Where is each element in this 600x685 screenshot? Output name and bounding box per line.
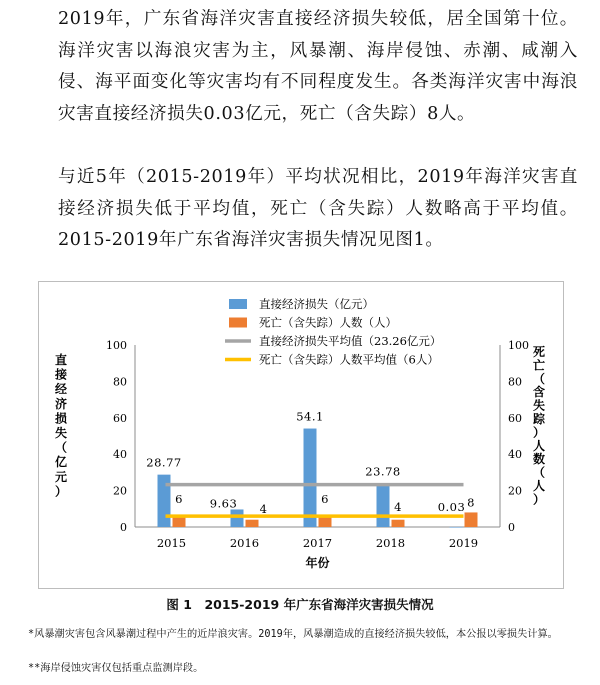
legend-swatch [229, 299, 247, 309]
figure-caption: 图 1 2015-2019 年广东省海洋灾害损失情况 [166, 597, 434, 612]
bar-direct-loss [377, 484, 390, 527]
y-axis-title-right-char: 失 [532, 398, 546, 413]
paragraph-loss-summary: 2019年，广东省海洋灾害直接经济损失较低，居全国第十位。海洋灾害以海浪灾害为主，风暴潮、海岸侵蚀、赤潮、咸潮入侵、海平面变化等灾害均有不同程度发生。各类海洋灾害中海浪灾害直接经济损失0.03亿元，死亡（含失踪）8人。 [58, 9, 578, 124]
legend-label: 死亡（含失踪）人数（人） [259, 315, 397, 330]
data-label-direct-loss: 28.77 [146, 455, 182, 470]
y-axis-title-left-char: 直 [54, 353, 68, 367]
y-axis-title-left-char: 济 [54, 396, 68, 411]
y-tick-label-right: 40 [508, 448, 522, 462]
data-label-deaths: 6 [175, 492, 183, 506]
y-tick-label-right: 100 [508, 339, 529, 352]
data-label-direct-loss: 0.03 [437, 500, 466, 514]
data-label-deaths: 4 [259, 502, 268, 516]
y-axis-title-right-char: 人 [532, 479, 546, 493]
x-tick-label: 2017 [302, 536, 333, 550]
data-label-direct-loss: 23.78 [365, 464, 401, 479]
data-label-deaths: 4 [394, 500, 402, 514]
data-label-deaths: 6 [321, 492, 329, 506]
x-tick-label: 2019 [448, 536, 479, 550]
data-label-direct-loss: 54.1 [296, 409, 324, 424]
y-axis-title-right-char: （ [532, 465, 546, 480]
data-label-deaths: 8 [467, 495, 475, 510]
y-axis-title-left-char: 元 [54, 469, 68, 484]
legend-label: 直接经济损失平均值（23.26亿元） [259, 334, 442, 348]
x-tick-label: 2016 [229, 536, 260, 550]
y-axis-title-left-char: 失 [54, 426, 68, 440]
y-tick-label-right: 20 [508, 484, 522, 498]
bar-deaths [246, 520, 259, 527]
footnote-coastal-erosion: **海岸侵蚀灾害仅包括重点监测岸段。 [28, 663, 204, 674]
y-tick-label-left: 60 [113, 411, 127, 425]
legend-swatch [229, 318, 247, 328]
loss-chart [39, 282, 563, 588]
y-tick-label-right: 80 [508, 375, 522, 389]
y-tick-label-left: 20 [113, 484, 127, 498]
bar-direct-loss [450, 527, 463, 528]
y-axis-title-right-char: （ [532, 371, 546, 386]
y-axis-title-left-char: 亿 [54, 455, 68, 470]
y-axis-title-right-char: 踪 [532, 412, 546, 426]
footnote-storm-surge: *风暴潮灾害包含风暴潮过程中产生的近岸浪灾害。2019年，风暴潮造成的直接经济损失较低，本公报以零损失计算。 [28, 629, 558, 640]
y-axis-title-right-char: 死 [532, 345, 546, 359]
y-tick-label-left: 100 [106, 339, 127, 352]
y-axis-title-right-char: ） [532, 425, 546, 440]
figure-1-chart [38, 281, 564, 589]
y-axis-title-left-char: 损 [54, 411, 68, 426]
y-axis-title-left-char: ） [54, 484, 68, 499]
paragraph-five-year-comparison: 与近5年（2015-2019年）平均状况相比，2019年海洋灾害直接经济损失低于平均值，死亡（含失踪）人数略高于平均值。2015-2019年广东省海洋灾害损失情况见图1。 [58, 167, 578, 250]
y-axis-title-right-char: 含 [532, 385, 546, 400]
y-axis-title-left-char: 接 [54, 367, 68, 382]
x-tick-label: 2015 [156, 536, 187, 550]
y-axis-title-right-char: 亡 [532, 358, 546, 373]
data-label-direct-loss: 9.63 [209, 496, 238, 511]
y-axis-title-right-char: 数 [532, 452, 546, 467]
x-axis-title: 年份 [305, 556, 330, 570]
x-tick-label: 2018 [375, 536, 406, 550]
y-axis-title-right-char: 人 [532, 438, 546, 453]
bar-deaths [465, 512, 478, 527]
bar-direct-loss [158, 475, 171, 527]
bar-direct-loss [231, 509, 244, 527]
y-tick-label-right: 0 [508, 521, 515, 534]
bar-deaths [392, 520, 405, 527]
bar-direct-loss [304, 429, 317, 527]
legend-label: 直接经济损失（亿元） [259, 297, 374, 311]
y-axis-title-right-char: ） [532, 492, 546, 507]
y-axis-title-left-char: 经 [54, 382, 68, 397]
y-axis-title-left-char: （ [54, 440, 68, 455]
y-tick-label-right: 60 [508, 411, 522, 425]
y-tick-label-left: 40 [113, 448, 127, 462]
y-tick-label-left: 0 [120, 521, 127, 534]
legend-label: 死亡（含失踪）人数平均值（6人） [259, 352, 439, 367]
y-tick-label-left: 80 [113, 375, 127, 389]
